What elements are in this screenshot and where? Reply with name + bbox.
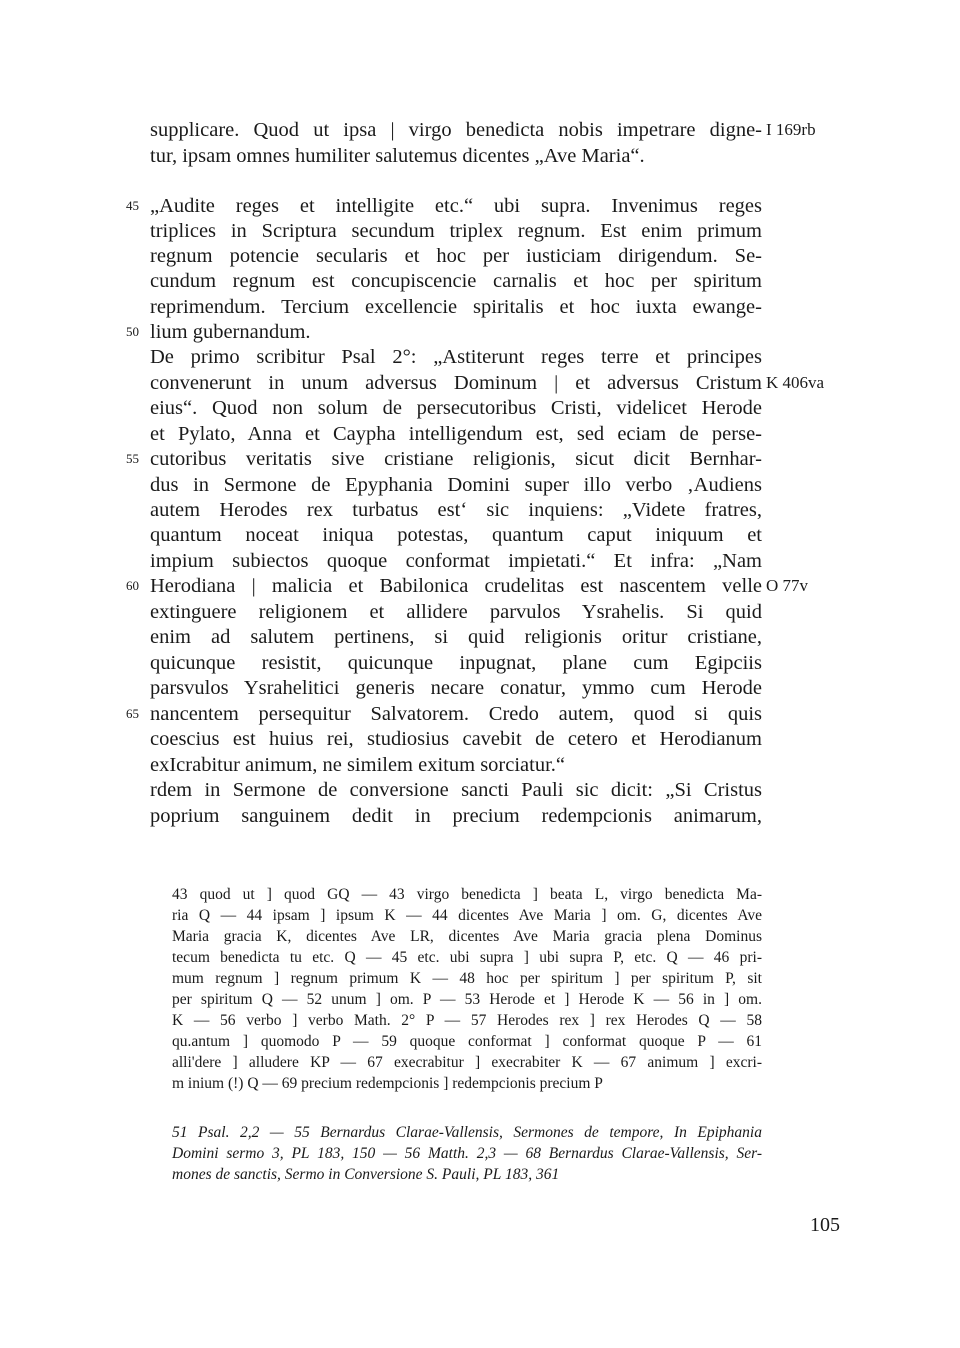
text-line: „Audite reges et intelligite etc.“ ubi supra. Invenimus reges: [150, 195, 762, 217]
text-line: enim ad salutem pertinens, si quid religionis oritur cristiane,: [150, 626, 762, 648]
text-line: cundum regnum est concupiscencie carnalis et hoc per spiritum: [150, 270, 762, 292]
text-line: regnum potencie secularis et hoc per iusticiam dirigendum. Se-: [150, 245, 762, 267]
text-line: autem Herodes rex turbatus est‘ sic inquiens: „Videte fratres,: [150, 499, 762, 521]
text-line: coescius est huius rei, studiosius cavebit de cetero et Herodianum: [150, 728, 762, 750]
apparatus-line: alli'dere ] alludere KP — 67 execrabitur ] execrabiter K — 67 animum ] excri-: [172, 1054, 762, 1071]
text-line: impium subiectos quoque conformat impietati.“ Et infra: „Nam: [150, 550, 762, 572]
page-number: 105: [810, 1214, 840, 1236]
text-line: extinguere religionem et allidere parvulos Ysrahelis. Si quid: [150, 601, 762, 623]
text-line: eius“. Quod non solum de persecutoribus Cristi, videlicet Herode: [150, 397, 762, 419]
apparatus-line: 43 quod ut ] quod GQ — 43 virgo benedicta ] beata L, virgo benedicta Ma-: [172, 886, 762, 903]
text-line: reprimendum. Tercium excellencie spiritalis et hoc iuxta ewange-: [150, 296, 762, 318]
text-line: triplices in Scriptura secundum triplex regnum. Est enim primum: [150, 220, 762, 242]
text-line: dus in Sermone de Epyphania Domini super illo verbo ‚Audiens: [150, 474, 762, 496]
source-line: Domini sermo 3, PL 183, 150 — 56 Matth. 2,3 — 68 Bernardus Clarae-Vallensis, Ser-: [172, 1145, 762, 1162]
text-line: et Pylato, Anna et Caypha intelligendum est, sed eciam de perse-: [150, 423, 762, 445]
apparatus-line: K — 56 verbo ] verbo Math. 2° P — 57 Herodes rex ] rex Herodes Q — 58: [172, 1012, 762, 1029]
line-number: 55: [126, 451, 139, 466]
apparatus-line: mum regnum ] regnum primum K — 48 hoc per spiritum ] per spiritum P, sit: [172, 970, 762, 987]
line-number: 45: [126, 198, 139, 213]
text-line: De primo scribitur Psal 2°: „Astiterunt reges terre et principes: [150, 346, 762, 368]
apparatus-line: ria Q — 44 ipsam ] ipsum K — 44 dicentes Ave Maria ] om. G, dicentes Ave: [172, 907, 762, 924]
text-line: parsvulos Ysrahelitici generis necare conatur, ymmo cum Herode: [150, 677, 762, 699]
text-line: quantum noceat iniqua potestas, quantum caput iniquum et: [150, 524, 762, 546]
margin-folio-ref: K 406va: [766, 373, 825, 392]
apparatus-line: qu.antum ] quomodo P — 59 quoque conformat ] conformat quoque P — 61: [172, 1033, 762, 1050]
line-number: 60: [126, 578, 139, 593]
text-line: supplicare. Quod ut ipsa | virgo benedicta nobis impetrare digne-: [150, 119, 762, 141]
text-line: nancentem persequitur Salvatorem. Credo autem, quod si quis: [150, 703, 762, 725]
text-line: exIcrabitur animum, ne similem exitum sorciatur.“: [150, 754, 566, 776]
text-line: poprium sanguinem dedit in precium redempcionis animarum,: [150, 805, 762, 827]
text-line: lium gubernandum.: [150, 321, 311, 343]
apparatus-line: per spiritum Q — 52 unum ] om. P — 53 Herode et ] Herode K — 56 in ] om.: [172, 991, 762, 1008]
text-line: convenerunt in unum adversus Dominum | et adversus Cristum: [150, 372, 762, 394]
margin-folio-ref: I 169rb: [766, 120, 816, 139]
text-line: quicunque resistit, quicunque inpugnat, plane cum Egipciis: [150, 652, 762, 674]
source-line: mones de sanctis, Sermo in Conversione S. Pauli, PL 183, 361: [172, 1166, 560, 1183]
apparatus-line: tecum benedicta tu etc. Q — 45 etc. ubi supra ] ubi supra P, etc. Q — 46 pri-: [172, 949, 762, 966]
apparatus-line: Maria gracia K, dicentes Ave LR, dicentes Ave Maria gracia plena Dominus: [172, 928, 762, 945]
line-number: 50: [126, 324, 139, 339]
apparatus-line: m inium (!) Q — 69 precium redempcionis ] redempcionis precium P: [172, 1075, 603, 1092]
source-line: 51 Psal. 2,2 — 55 Bernardus Clarae-Vallensis, Sermones de tempore, In Epiphania: [172, 1124, 762, 1141]
line-number: 65: [126, 706, 139, 721]
text-line: cutoribus veritatis sive cristiane religionis, sicut dicit Bernhar-: [150, 448, 762, 470]
text-line: rdem in Sermone de conversione sancti Pauli sic dicit: „Si Cristus: [150, 779, 762, 801]
margin-folio-ref: O 77v: [766, 576, 809, 595]
text-line: tur, ipsam omnes humiliter salutemus dicentes „Ave Maria“.: [150, 145, 645, 167]
text-line: Herodiana | malicia et Babilonica crudelitas est nascentem velle: [150, 575, 762, 597]
